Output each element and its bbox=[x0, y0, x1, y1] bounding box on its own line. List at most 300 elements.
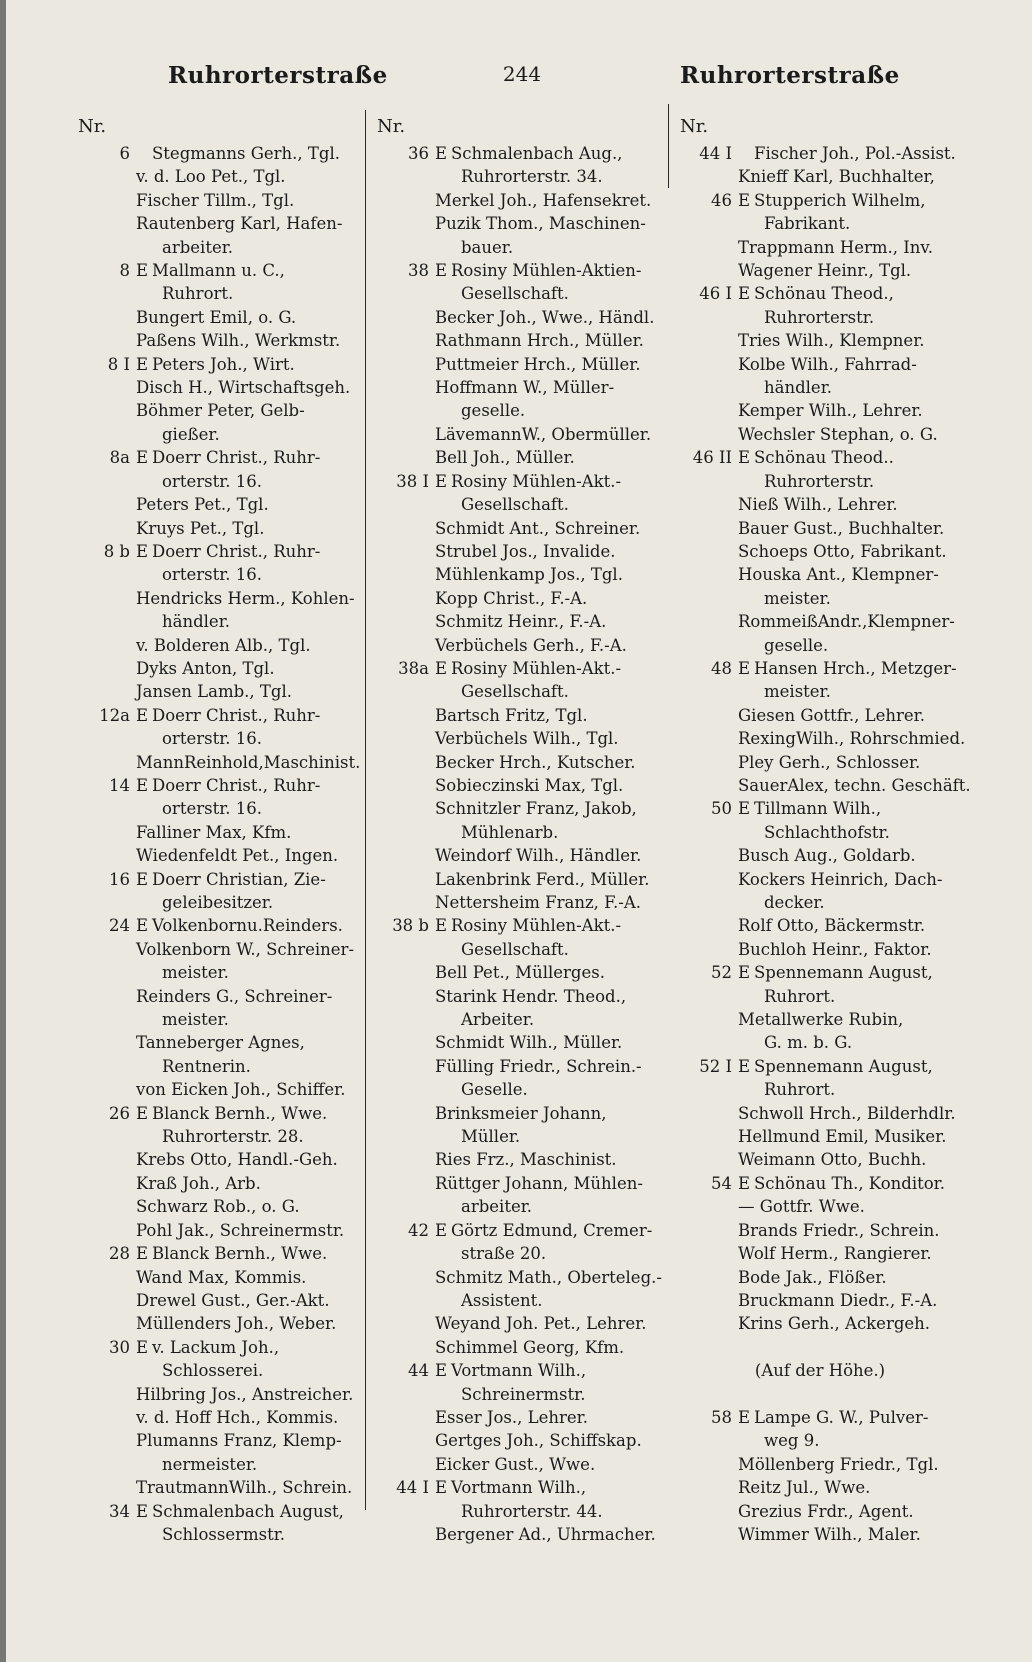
resident-line bbox=[78, 1172, 378, 1195]
entry-text: Gesellschaft. bbox=[461, 284, 569, 304]
house-number: 42 bbox=[408, 1220, 429, 1240]
entry-text: Volkenbornu.Reinders. bbox=[152, 916, 343, 936]
resident-line bbox=[377, 540, 680, 563]
resident-line bbox=[78, 1148, 378, 1171]
resident-line bbox=[680, 1289, 1000, 1312]
entry-text: Peters Joh., Wirt. bbox=[152, 354, 295, 374]
resident-line bbox=[78, 1453, 378, 1476]
house-number: 8a bbox=[109, 448, 130, 468]
column-nr-label: Nr. bbox=[377, 116, 406, 137]
entry-text: Eicker Gust., Wwe. bbox=[435, 1454, 596, 1474]
entry-text: Kolbe Wilh., Fahrrad- bbox=[738, 354, 917, 374]
house-number: 48 bbox=[711, 658, 732, 678]
entry-text: orterstr. 16. bbox=[162, 471, 263, 491]
entry-text: — Gottfr. Wwe. bbox=[738, 1197, 865, 1217]
resident-line bbox=[377, 1125, 680, 1148]
entry-text: Rosiny Mühlen-Akt.- bbox=[451, 916, 622, 936]
entry-text: Busch Aug., Goldarb. bbox=[738, 846, 916, 866]
entry-text: Assistent. bbox=[461, 1290, 543, 1310]
entry-text: LävemannW., Obermüller. bbox=[435, 424, 652, 444]
entry-text: Houska Ant., Klempner- bbox=[738, 565, 939, 585]
entry-text: Kraß Joh., Arb. bbox=[136, 1173, 261, 1193]
entry-text: Schlachthofstr. bbox=[764, 822, 890, 842]
house-number: 24 bbox=[109, 916, 130, 936]
resident-line bbox=[377, 797, 680, 820]
entry-text: Bungert Emil, o. G. bbox=[136, 307, 297, 327]
entry-text: arbeiter. bbox=[461, 1197, 533, 1217]
resident-line bbox=[377, 399, 680, 422]
entry-text: Pley Gerh., Schlosser. bbox=[738, 752, 921, 772]
entry-text: Merkel Joh., Hafensekret. bbox=[435, 190, 652, 210]
entry-text: Hellmund Emil, Musiker. bbox=[738, 1127, 947, 1147]
resident-line bbox=[78, 329, 378, 352]
entry-text: v. Bolderen Alb., Tgl. bbox=[136, 635, 311, 655]
entry-text: Gesellschaft. bbox=[461, 939, 569, 959]
resident-line bbox=[377, 1172, 680, 1195]
resident-line bbox=[377, 891, 680, 914]
resident-line bbox=[680, 1125, 1000, 1148]
resident-line bbox=[377, 1523, 680, 1546]
resident-line bbox=[377, 868, 680, 891]
entry-text: Doerr Christ., Ruhr- bbox=[152, 775, 321, 795]
resident-line bbox=[680, 821, 1000, 844]
resident-line bbox=[78, 1195, 378, 1218]
entry-text: Falliner Max, Kfm. bbox=[136, 822, 292, 842]
resident-line bbox=[377, 938, 680, 961]
entry-text: Schönau Theod., bbox=[754, 284, 894, 304]
house-number: 50 bbox=[711, 799, 732, 819]
resident-line bbox=[78, 797, 378, 820]
entry-text: Ruhrorterstr. bbox=[764, 471, 875, 491]
resident-line bbox=[377, 634, 680, 657]
entry-text: G. m. b. G. bbox=[764, 1033, 853, 1053]
entry-text: Pohl Jak., Schreinermstr. bbox=[136, 1220, 345, 1240]
entry-text: Weindorf Wilh., Händler. bbox=[435, 846, 642, 866]
entry-text: Verbüchels Wilh., Tgl. bbox=[435, 729, 619, 749]
entry-text: Schmalenbach Aug., bbox=[451, 144, 623, 163]
entry-text: Brinksmeier Johann, bbox=[435, 1103, 607, 1123]
entry-text: Schmalenbach August, bbox=[152, 1501, 344, 1521]
entry-text: SauerAlex, techn. Geschäft. bbox=[738, 775, 971, 795]
entry-text: Puttmeier Hrch., Müller. bbox=[435, 354, 641, 374]
owner-marker: E bbox=[738, 963, 751, 983]
entry-text: Trappmann Herm., Inv. bbox=[738, 237, 934, 257]
resident-line bbox=[78, 1125, 378, 1148]
house-number: 46 II bbox=[692, 448, 732, 468]
resident-line bbox=[680, 1523, 1000, 1546]
resident-line bbox=[680, 891, 1000, 914]
house-entry bbox=[78, 142, 378, 165]
resident-line bbox=[78, 1266, 378, 1289]
resident-line bbox=[680, 399, 1000, 422]
entry-text: Doerr Christian, Zie- bbox=[152, 869, 326, 889]
house-number: 8 b bbox=[103, 541, 130, 561]
house-entry bbox=[78, 540, 378, 563]
entry-text: Krebs Otto, Handl.-Geh. bbox=[136, 1150, 338, 1170]
resident-line bbox=[377, 446, 680, 469]
resident-line bbox=[377, 1289, 680, 1312]
owner-marker: E bbox=[136, 354, 149, 374]
entry-text: orterstr. 16. bbox=[162, 799, 263, 819]
resident-line bbox=[78, 610, 378, 633]
entry-text: Schlosserei. bbox=[162, 1361, 264, 1381]
entry-text: Sobieczinski Max, Tgl. bbox=[435, 775, 624, 795]
entry-text: Jansen Lamb., Tgl. bbox=[136, 682, 293, 702]
resident-line bbox=[680, 540, 1000, 563]
entry-text: Schmitz Math., Oberteleg.- bbox=[435, 1267, 662, 1287]
resident-line bbox=[680, 1453, 1000, 1476]
entry-text: Fülling Friedr., Schrein.- bbox=[435, 1056, 642, 1076]
resident-line bbox=[377, 844, 680, 867]
entry-text: Rosiny Mühlen-Akt.- bbox=[451, 471, 622, 491]
resident-line bbox=[78, 470, 378, 493]
resident-line bbox=[377, 1500, 680, 1523]
resident-line bbox=[78, 517, 378, 540]
resident-line bbox=[680, 470, 1000, 493]
house-number: 28 bbox=[109, 1244, 130, 1264]
entry-text: Dyks Anton, Tgl. bbox=[136, 658, 275, 678]
entry-text: händler. bbox=[162, 612, 231, 632]
house-number: 44 I bbox=[396, 1478, 429, 1498]
entry-text: orterstr. 16. bbox=[162, 729, 263, 749]
house-entry bbox=[78, 1500, 378, 1523]
entry-text: Schimmel Georg, Kfm. bbox=[435, 1337, 625, 1357]
owner-marker: E bbox=[435, 471, 448, 491]
house-number: 8 bbox=[119, 261, 130, 281]
entry-text: v. d. Hoff Hch., Kommis. bbox=[136, 1407, 339, 1427]
resident-line bbox=[377, 423, 680, 446]
owner-marker: E bbox=[435, 261, 448, 281]
resident-line bbox=[680, 680, 1000, 703]
house-number: 16 bbox=[109, 869, 130, 889]
resident-line bbox=[680, 844, 1000, 867]
owner-marker: E bbox=[738, 1407, 751, 1427]
resident-line bbox=[680, 1219, 1000, 1242]
resident-line bbox=[78, 563, 378, 586]
house-entry bbox=[680, 446, 1000, 469]
entry-text: Schreinermstr. bbox=[461, 1384, 586, 1404]
house-entry bbox=[78, 868, 378, 891]
entry-text: Arbeiter. bbox=[461, 1010, 535, 1030]
column-2 bbox=[377, 112, 680, 1546]
resident-line bbox=[377, 282, 680, 305]
entry-text: Ruhrorterstr. bbox=[764, 307, 875, 327]
resident-line bbox=[680, 587, 1000, 610]
house-entry bbox=[377, 142, 680, 165]
entry-text: Mühlenarb. bbox=[461, 822, 559, 842]
entry-text: Paßens Wilh., Werkmstr. bbox=[136, 331, 341, 351]
entry-text: Spennemann August, bbox=[754, 1056, 933, 1076]
column-1 bbox=[78, 112, 378, 1546]
entry-text: Schönau Th., Konditor. bbox=[754, 1173, 945, 1193]
resident-line bbox=[680, 634, 1000, 657]
house-number: 46 I bbox=[699, 284, 732, 304]
owner-marker: E bbox=[738, 1173, 751, 1193]
resident-line bbox=[680, 1031, 1000, 1054]
page-edge bbox=[0, 0, 6, 1662]
resident-line bbox=[680, 914, 1000, 937]
house-entry bbox=[377, 657, 680, 680]
entry-text: orterstr. 16. bbox=[162, 565, 263, 585]
entry-text: Möllenberg Friedr., Tgl. bbox=[738, 1454, 939, 1474]
resident-line bbox=[377, 1453, 680, 1476]
resident-line bbox=[680, 938, 1000, 961]
resident-line bbox=[78, 1312, 378, 1335]
owner-marker: E bbox=[435, 1478, 448, 1498]
house-number: 8 I bbox=[107, 354, 130, 374]
entry-text: Wagener Heinr., Tgl. bbox=[738, 261, 912, 281]
spacer bbox=[680, 1383, 1000, 1406]
resident-line bbox=[78, 282, 378, 305]
resident-line bbox=[377, 376, 680, 399]
entry-text: meister. bbox=[764, 588, 831, 608]
house-entry bbox=[680, 189, 1000, 212]
resident-line bbox=[377, 727, 680, 750]
entry-text: Schlossermstr. bbox=[162, 1524, 286, 1544]
owner-marker: E bbox=[136, 869, 149, 889]
owner-marker: E bbox=[738, 190, 751, 210]
resident-line bbox=[680, 1102, 1000, 1125]
header-street-left: Ruhrorterstraße bbox=[168, 62, 388, 89]
house-number: 26 bbox=[109, 1103, 130, 1123]
entry-text: geselle. bbox=[461, 401, 526, 421]
entry-text: Becker Hrch., Kutscher. bbox=[435, 752, 636, 772]
entry-text: Mühlenkamp Jos., Tgl. bbox=[435, 565, 623, 585]
resident-line bbox=[680, 704, 1000, 727]
entry-text: Nieß Wilh., Lehrer. bbox=[738, 495, 898, 515]
entry-text: Fabrikant. bbox=[764, 214, 851, 234]
resident-line bbox=[377, 821, 680, 844]
page-number: 244 bbox=[502, 62, 542, 86]
house-entry bbox=[377, 914, 680, 937]
resident-line bbox=[680, 1008, 1000, 1031]
entry-text: geselle. bbox=[764, 635, 829, 655]
entry-text: meister. bbox=[162, 1010, 229, 1030]
resident-line bbox=[377, 1102, 680, 1125]
entry-text: Peters Pet., Tgl. bbox=[136, 495, 269, 515]
entry-text: Giesen Gottfr., Lehrer. bbox=[738, 705, 925, 725]
entry-text: Rolf Otto, Bäckermstr. bbox=[738, 916, 926, 936]
resident-line bbox=[377, 1336, 680, 1359]
resident-line bbox=[377, 306, 680, 329]
resident-line bbox=[680, 1148, 1000, 1171]
entry-text: Metallwerke Rubin, bbox=[738, 1010, 904, 1030]
owner-marker: E bbox=[136, 541, 149, 561]
entry-text: Puzik Thom., Maschinen- bbox=[435, 214, 646, 234]
house-entry bbox=[78, 704, 378, 727]
entry-text: Spennemann August, bbox=[754, 963, 933, 983]
resident-line bbox=[78, 751, 378, 774]
house-entry bbox=[78, 446, 378, 469]
resident-line bbox=[78, 1055, 378, 1078]
entry-text: bauer. bbox=[461, 237, 514, 257]
resident-line bbox=[78, 657, 378, 680]
entry-text: Bell Pet., Müllerges. bbox=[435, 963, 605, 983]
entry-text: v. d. Loo Pet., Tgl. bbox=[136, 167, 286, 187]
entry-text: Kockers Heinrich, Dach- bbox=[738, 869, 943, 889]
owner-marker: E bbox=[136, 916, 149, 936]
resident-line bbox=[377, 189, 680, 212]
house-entry bbox=[680, 282, 1000, 305]
entry-text: Ruhrort. bbox=[764, 1080, 836, 1100]
entry-text: Wiedenfeldt Pet., Ingen. bbox=[136, 846, 339, 866]
owner-marker: E bbox=[738, 1056, 751, 1076]
page-header bbox=[0, 52, 1032, 92]
resident-line bbox=[377, 563, 680, 586]
resident-line bbox=[78, 306, 378, 329]
entry-text: Strubel Jos., Invalide. bbox=[435, 541, 616, 561]
entry-text: TrautmannWilh., Schrein. bbox=[136, 1478, 353, 1498]
resident-line bbox=[377, 1148, 680, 1171]
resident-line bbox=[78, 493, 378, 516]
house-entry bbox=[680, 961, 1000, 984]
entry-text: meister. bbox=[764, 682, 831, 702]
resident-line bbox=[377, 1429, 680, 1452]
entry-text: Vortmann Wilh., bbox=[451, 1478, 587, 1498]
resident-line bbox=[377, 1031, 680, 1054]
resident-line bbox=[78, 938, 378, 961]
resident-line bbox=[680, 1476, 1000, 1499]
resident-line bbox=[377, 1078, 680, 1101]
entry-text: Fischer Tillm., Tgl. bbox=[136, 190, 295, 210]
entry-text: Brands Friedr., Schrein. bbox=[738, 1220, 940, 1240]
owner-marker: E bbox=[435, 144, 448, 163]
resident-line bbox=[377, 329, 680, 352]
entry-text: Hendricks Herm., Kohlen- bbox=[136, 588, 355, 608]
entry-text: weg 9. bbox=[764, 1431, 820, 1451]
entry-text: Plumanns Franz, Klemp- bbox=[136, 1431, 342, 1451]
resident-line bbox=[680, 868, 1000, 891]
resident-line bbox=[680, 1195, 1000, 1218]
entry-text: decker. bbox=[764, 893, 825, 912]
resident-line bbox=[680, 985, 1000, 1008]
entry-text: Bell Joh., Müller. bbox=[435, 448, 575, 468]
entry-text: Ruhrorterstr. 34. bbox=[461, 167, 603, 187]
entry-text: (Auf der Höhe.) bbox=[754, 1361, 886, 1381]
house-entry bbox=[78, 353, 378, 376]
house-entry bbox=[78, 914, 378, 937]
resident-line bbox=[78, 727, 378, 750]
entry-text: Gesellschaft. bbox=[461, 682, 569, 702]
column-3 bbox=[680, 112, 1000, 1546]
house-entry bbox=[680, 142, 1000, 165]
entry-text: Blanck Bernh., Wwe. bbox=[152, 1244, 328, 1264]
house-entry bbox=[377, 470, 680, 493]
house-entry bbox=[377, 1219, 680, 1242]
owner-marker: E bbox=[136, 1501, 149, 1521]
resident-line bbox=[78, 821, 378, 844]
entry-text: Tanneberger Agnes, bbox=[136, 1033, 305, 1053]
resident-line bbox=[377, 236, 680, 259]
entry-text: Görtz Edmund, Cremer- bbox=[451, 1220, 653, 1240]
house-number: 14 bbox=[109, 775, 130, 795]
resident-line bbox=[78, 423, 378, 446]
entry-text: Lakenbrink Ferd., Müller. bbox=[435, 869, 650, 889]
house-entry bbox=[377, 1476, 680, 1499]
house-entry bbox=[680, 1055, 1000, 1078]
entry-text: Doerr Christ., Ruhr- bbox=[152, 705, 321, 725]
entry-text: Schwarz Rob., o. G. bbox=[136, 1197, 300, 1217]
entry-text: RexingWilh., Rohrschmied. bbox=[738, 729, 966, 749]
house-entry bbox=[680, 1406, 1000, 1429]
column-nr-label: Nr. bbox=[78, 116, 107, 137]
house-entry bbox=[78, 259, 378, 282]
resident-line bbox=[680, 1242, 1000, 1265]
entry-text: Verbüchels Gerh., F.-A. bbox=[435, 635, 627, 655]
resident-line bbox=[377, 493, 680, 516]
entry-text: Ruhrorterstr. 28. bbox=[162, 1127, 304, 1147]
house-entry bbox=[78, 1336, 378, 1359]
spacer bbox=[680, 1336, 1000, 1359]
resident-line bbox=[78, 1031, 378, 1054]
entry-text: Wechsler Stephan, o. G. bbox=[738, 424, 938, 444]
owner-marker: E bbox=[136, 775, 149, 795]
owner-marker: E bbox=[435, 1361, 448, 1381]
entry-text: Disch H., Wirtschaftsgeh. bbox=[136, 378, 351, 398]
resident-line bbox=[377, 985, 680, 1008]
entry-text: händler. bbox=[764, 378, 833, 398]
resident-line bbox=[377, 774, 680, 797]
resident-line bbox=[680, 727, 1000, 750]
owner-marker: E bbox=[136, 705, 149, 725]
entry-text: Müller. bbox=[461, 1127, 521, 1147]
entry-text: Müllenders Joh., Weber. bbox=[136, 1314, 337, 1334]
column-nr-label: Nr. bbox=[680, 116, 709, 137]
entry-text: Tillmann Wilh., bbox=[754, 799, 882, 819]
resident-line bbox=[377, 353, 680, 376]
entry-text: Mallmann u. C., bbox=[152, 261, 285, 281]
resident-line bbox=[680, 751, 1000, 774]
entry-text: Schmidt Ant., Schreiner. bbox=[435, 518, 641, 538]
owner-marker: E bbox=[738, 799, 751, 819]
owner-marker: E bbox=[738, 658, 751, 678]
resident-line bbox=[680, 1500, 1000, 1523]
resident-line bbox=[377, 1008, 680, 1031]
resident-line bbox=[78, 1359, 378, 1382]
resident-line bbox=[377, 1195, 680, 1218]
entry-text: Hansen Hrch., Metzger- bbox=[754, 658, 957, 678]
resident-line bbox=[377, 1312, 680, 1335]
owner-marker: E bbox=[136, 261, 149, 281]
resident-line bbox=[680, 1429, 1000, 1452]
house-entry bbox=[377, 259, 680, 282]
resident-line bbox=[680, 610, 1000, 633]
entry-text: Esser Jos., Lehrer. bbox=[435, 1407, 588, 1427]
entry-text: Reitz Jul., Wwe. bbox=[738, 1478, 871, 1498]
owner-marker: E bbox=[136, 1103, 149, 1123]
resident-line bbox=[377, 1406, 680, 1429]
entry-text: Ruhrort. bbox=[162, 284, 234, 304]
resident-line bbox=[680, 212, 1000, 235]
owner-marker: E bbox=[435, 916, 448, 936]
entry-text: Bartsch Fritz, Tgl. bbox=[435, 705, 588, 725]
resident-line bbox=[78, 891, 378, 914]
entry-text: Böhmer Peter, Gelb- bbox=[136, 401, 305, 421]
entry-text: MannReinhold,Maschinist. bbox=[136, 752, 361, 772]
entry-text: Schoeps Otto, Fabrikant. bbox=[738, 541, 947, 561]
entry-text: nermeister. bbox=[162, 1454, 258, 1474]
entry-text: Doerr Christ., Ruhr- bbox=[152, 541, 321, 561]
resident-line bbox=[377, 517, 680, 540]
owner-marker: E bbox=[136, 448, 149, 468]
resident-line bbox=[377, 587, 680, 610]
resident-line bbox=[78, 1429, 378, 1452]
resident-line bbox=[78, 376, 378, 399]
house-number: 36 bbox=[408, 144, 429, 163]
owner-marker: E bbox=[136, 1337, 149, 1357]
house-entry bbox=[680, 797, 1000, 820]
entry-text: Bauer Gust., Buchhalter. bbox=[738, 518, 945, 538]
